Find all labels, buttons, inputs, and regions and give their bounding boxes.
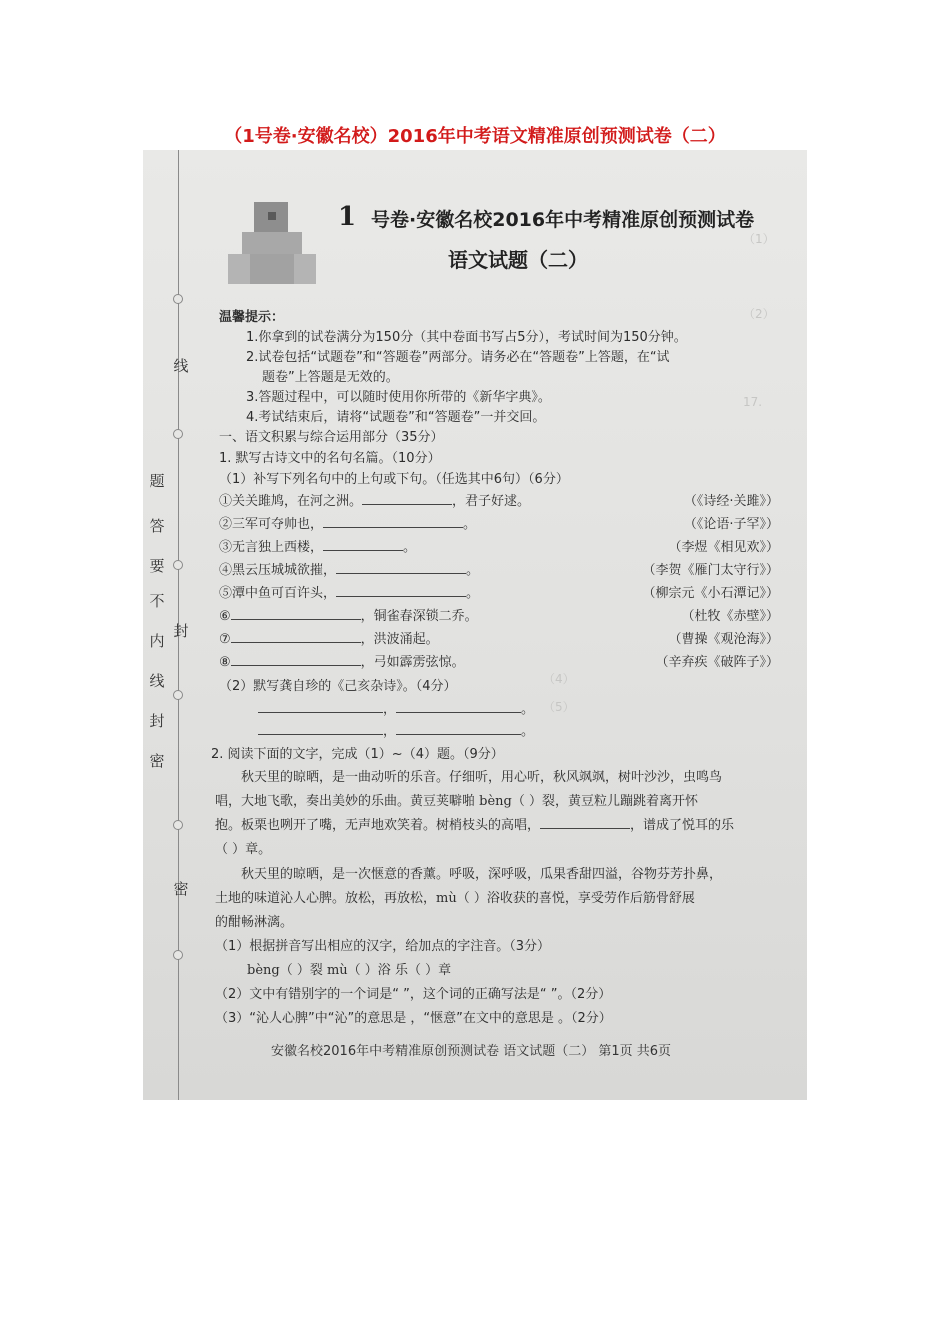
tip-line: 4.考试结束后，请将“试题卷”和“答题卷”一并交回。	[246, 410, 546, 425]
binding-hole	[173, 429, 183, 439]
passage-line: 唱，大地飞歌，奏出美妙的乐曲。黄豆荚噼啪 bèng（ ）裂，黄豆粒儿蹦跳着离开怀	[215, 794, 698, 809]
binding-char: 要	[149, 557, 165, 575]
binding-char: 线	[149, 672, 165, 690]
poem-source: （李煜《相见欢》）	[668, 540, 779, 555]
binding-hole	[173, 560, 183, 570]
fill-line: ⑧ ，弓如霹雳弦惊。	[219, 655, 465, 670]
fill-line: ⑦ ，洪波涌起。	[219, 632, 439, 647]
question-sub: （2）默写龚自珍的《己亥杂诗》。（4分）	[219, 679, 457, 694]
answer-blank[interactable]	[231, 653, 361, 666]
passage-line: 秋天里的晾晒，是一曲动听的乐音。仔细听，用心听，秋风飒飒，树叶沙沙，虫鸣鸟	[241, 770, 723, 785]
passage-line: （ ）章。	[215, 842, 272, 857]
binding-hole	[173, 950, 183, 960]
answer-blank[interactable]	[336, 561, 466, 574]
binding-char: 密	[149, 752, 165, 770]
tip-line: 1.你拿到的试卷满分为150分（其中卷面书写占5分），考试时间为150分钟。	[246, 330, 687, 345]
answer-blank[interactable]	[258, 700, 383, 713]
answer-blank[interactable]	[540, 816, 630, 829]
page-footer: 安徽名校2016年中考精准原创预测试卷 语文试题（二） 第1页 共6页	[271, 1044, 672, 1059]
question-sub: （2）文中有错别字的一个词是“ ”，这个词的正确写法是“ ”。（2分）	[215, 987, 612, 1002]
section-heading: 一、语文积累与综合运用部分（35分）	[219, 430, 444, 445]
fill-line: ①关关雎鸠，在河之洲。 ，君子好逑。	[219, 494, 531, 509]
fill-line: ②三军可夺帅也， 。	[219, 517, 477, 532]
binding-char: 封	[173, 622, 189, 640]
fill-line: ④黑云压城城欲摧， 。	[219, 563, 480, 578]
exam-photo: 线 题 答 要 不 内 封 线 封 密 密 1 号卷·安徽名校2016年中考精准原创预测试卷 语文试题（二） （1） （2） 17. 温馨提示： 1.你拿到的试卷满分为150分（其中卷面书写占5分），考试时间为150分钟。 2.试卷包括“试题卷”和“答题卷”两部分。请务必在“答题卷”上答题，在“试 题卷”上答题是无效的。 3.答题过程中，可以随时使用你所带的《新华字典》。 4.考试结束后，请将“试题卷”和“答题卷”一并交回。 一、语文积累与综合运用部分（35分） 1. 默写古诗文中的名句名篇。（10分） （1）补写下列名句中的上句或下句。（任选其中6句）（6分） ①关关雎鸠，在河之洲。 ，君子好逑。 （《诗经·关雎》） ②三军可夺帅也， 。 （《论语·子罕》） ③无言独上西楼， 。 （李煜《相见欢》） ④黑云压城城欲摧， 。 （李贺《雁门太守行》） ⑤潭中鱼可百许头， 。 （柳宗元《小石潭记》） ⑥ ，铜雀春深锁二乔。 （杜牧《赤壁》） ⑦ ，洪波涌起。 （曹操《观沧海》） ⑧ ，弓如霹雳弦惊。 （辛弃疾《破阵子》） （2）默写龚自珍的《己亥杂诗》。（4分） ， 。 ， 。 （4） （5） 2. 阅读下面的文字，完成（1）~（4）题。（9分） 秋天里的晾晒，是一曲动听的乐音。仔细听，用心听，秋风飒飒，树叶沙沙，虫鸣鸟 唱，大地飞歌，奏出美妙的乐曲。黄豆荚噼啪 bèng（ ）裂，黄豆粒儿蹦跳着离开怀 抱。板栗也咧开了嘴，无声地欢笑着。树梢枝头的高唱， ，谱成了悦耳的乐 （ ）章。 秋天里的晾晒，是一次惬意的香薰。呼吸，深呼吸，瓜果香甜四溢，谷物芬芳扑鼻， 土地的味道沁人心脾。放松，再放松，mù（ ）浴收获的喜悦，享受劳作后筋骨舒展 的酣畅淋漓。 （1）根据拼音写出相应的汉字，给加点的字注音。（3分） bèng（ ）裂 mù（ ）浴 乐（ ）章 （2）文中有错别字的一个词是“ ”，这个词的正确写法是“ ”。（2分） （3）“沁人心脾”中“沁”的意思是 ，“惬意”在文中的意思是 。（2分） 安徽名校2016年中考精准原创预测试卷 语文试题（二） 第1页 共6页	[143, 150, 807, 1100]
answer-blank[interactable]	[396, 700, 521, 713]
pinyin-row: bèng（ ）裂 mù（ ）浴 乐（ ）章	[247, 963, 452, 978]
poem-source: （柳宗元《小石潭记》）	[642, 586, 779, 601]
question-title: 2. 阅读下面的文字，完成（1）~（4）题。（9分）	[211, 747, 504, 762]
question-sub: （1）根据拼音写出相应的汉字，给加点的字注音。（3分）	[215, 939, 551, 954]
answer-blank[interactable]	[231, 607, 361, 620]
question-sub: （1）补写下列名句中的上句或下句。（任选其中6句）（6分）	[219, 472, 569, 487]
passage-line: 抱。板栗也咧开了嘴，无声地欢笑着。树梢枝头的高唱， ，谱成了悦耳的乐	[215, 818, 735, 833]
document-title: （1号卷·安徽名校）2016年中考语文精准原创预测试卷（二）	[224, 126, 726, 147]
passage-line: 土地的味道沁人心脾。放松，再放松，mù（ ）浴收获的喜悦，享受劳作后筋骨舒展	[215, 891, 695, 906]
binding-char: 线	[173, 357, 189, 375]
binding-char: 内	[149, 632, 165, 650]
fill-line: ⑤潭中鱼可百许头， 。	[219, 586, 480, 601]
binding-hole	[173, 820, 183, 830]
passage-line: 秋天里的晾晒，是一次惬意的香薰。呼吸，深呼吸，瓜果香甜四溢，谷物芬芳扑鼻，	[241, 867, 723, 882]
exam-header: 号卷·安徽名校2016年中考精准原创预测试卷	[371, 209, 755, 231]
binding-char: 不	[149, 592, 165, 610]
binding-char: 密	[173, 880, 189, 898]
poem-source: （《论语·子罕》）	[683, 517, 779, 532]
tip-line: 2.试卷包括“试题卷”和“答题卷”两部分。请务必在“答题卷”上答题，在“试	[246, 350, 670, 365]
question-sub: （3）“沁人心脾”中“沁”的意思是 ，“惬意”在文中的意思是 。（2分）	[215, 1011, 612, 1026]
answer-blank[interactable]	[336, 584, 466, 597]
poem-blank-row: ， 。	[258, 698, 534, 717]
exam-subject-title: 语文试题（二）	[448, 248, 588, 272]
poem-source: （李贺《雁门太守行》）	[642, 563, 779, 578]
answer-blank[interactable]	[323, 538, 403, 551]
tip-line: 3.答题过程中，可以随时使用你所带的《新华字典》。	[246, 390, 551, 405]
answer-blank[interactable]	[323, 515, 463, 528]
passage-line: 的酣畅淋漓。	[215, 915, 294, 930]
binding-hole	[173, 294, 183, 304]
answer-blank[interactable]	[231, 630, 361, 643]
tip-line: 题卷”上答题是无效的。	[262, 370, 399, 385]
exam-logo-mark: 1	[338, 202, 357, 232]
binding-hole	[173, 690, 183, 700]
poem-blank-row: ， 。	[258, 720, 534, 739]
binding-char: 题	[149, 472, 165, 490]
poem-source: （杜牧《赤壁》）	[681, 609, 779, 624]
binding-char: 封	[149, 712, 165, 730]
answer-blank[interactable]	[396, 722, 521, 735]
fill-line: ⑥ ，铜雀春深锁二乔。	[219, 609, 478, 624]
blurred-avatar	[228, 202, 316, 284]
poem-source: （《诗经·关雎》）	[683, 494, 779, 509]
question-title: 1. 默写古诗文中的名句名篇。（10分）	[219, 451, 441, 466]
fill-line: ③无言独上西楼， 。	[219, 540, 417, 555]
answer-blank[interactable]	[362, 492, 452, 505]
answer-blank[interactable]	[258, 722, 383, 735]
poem-source: （辛弃疾《破阵子》）	[655, 655, 779, 670]
binding-char: 答	[149, 517, 165, 535]
tips-heading: 温馨提示：	[219, 310, 285, 325]
poem-source: （曹操《观沧海》）	[668, 632, 779, 647]
